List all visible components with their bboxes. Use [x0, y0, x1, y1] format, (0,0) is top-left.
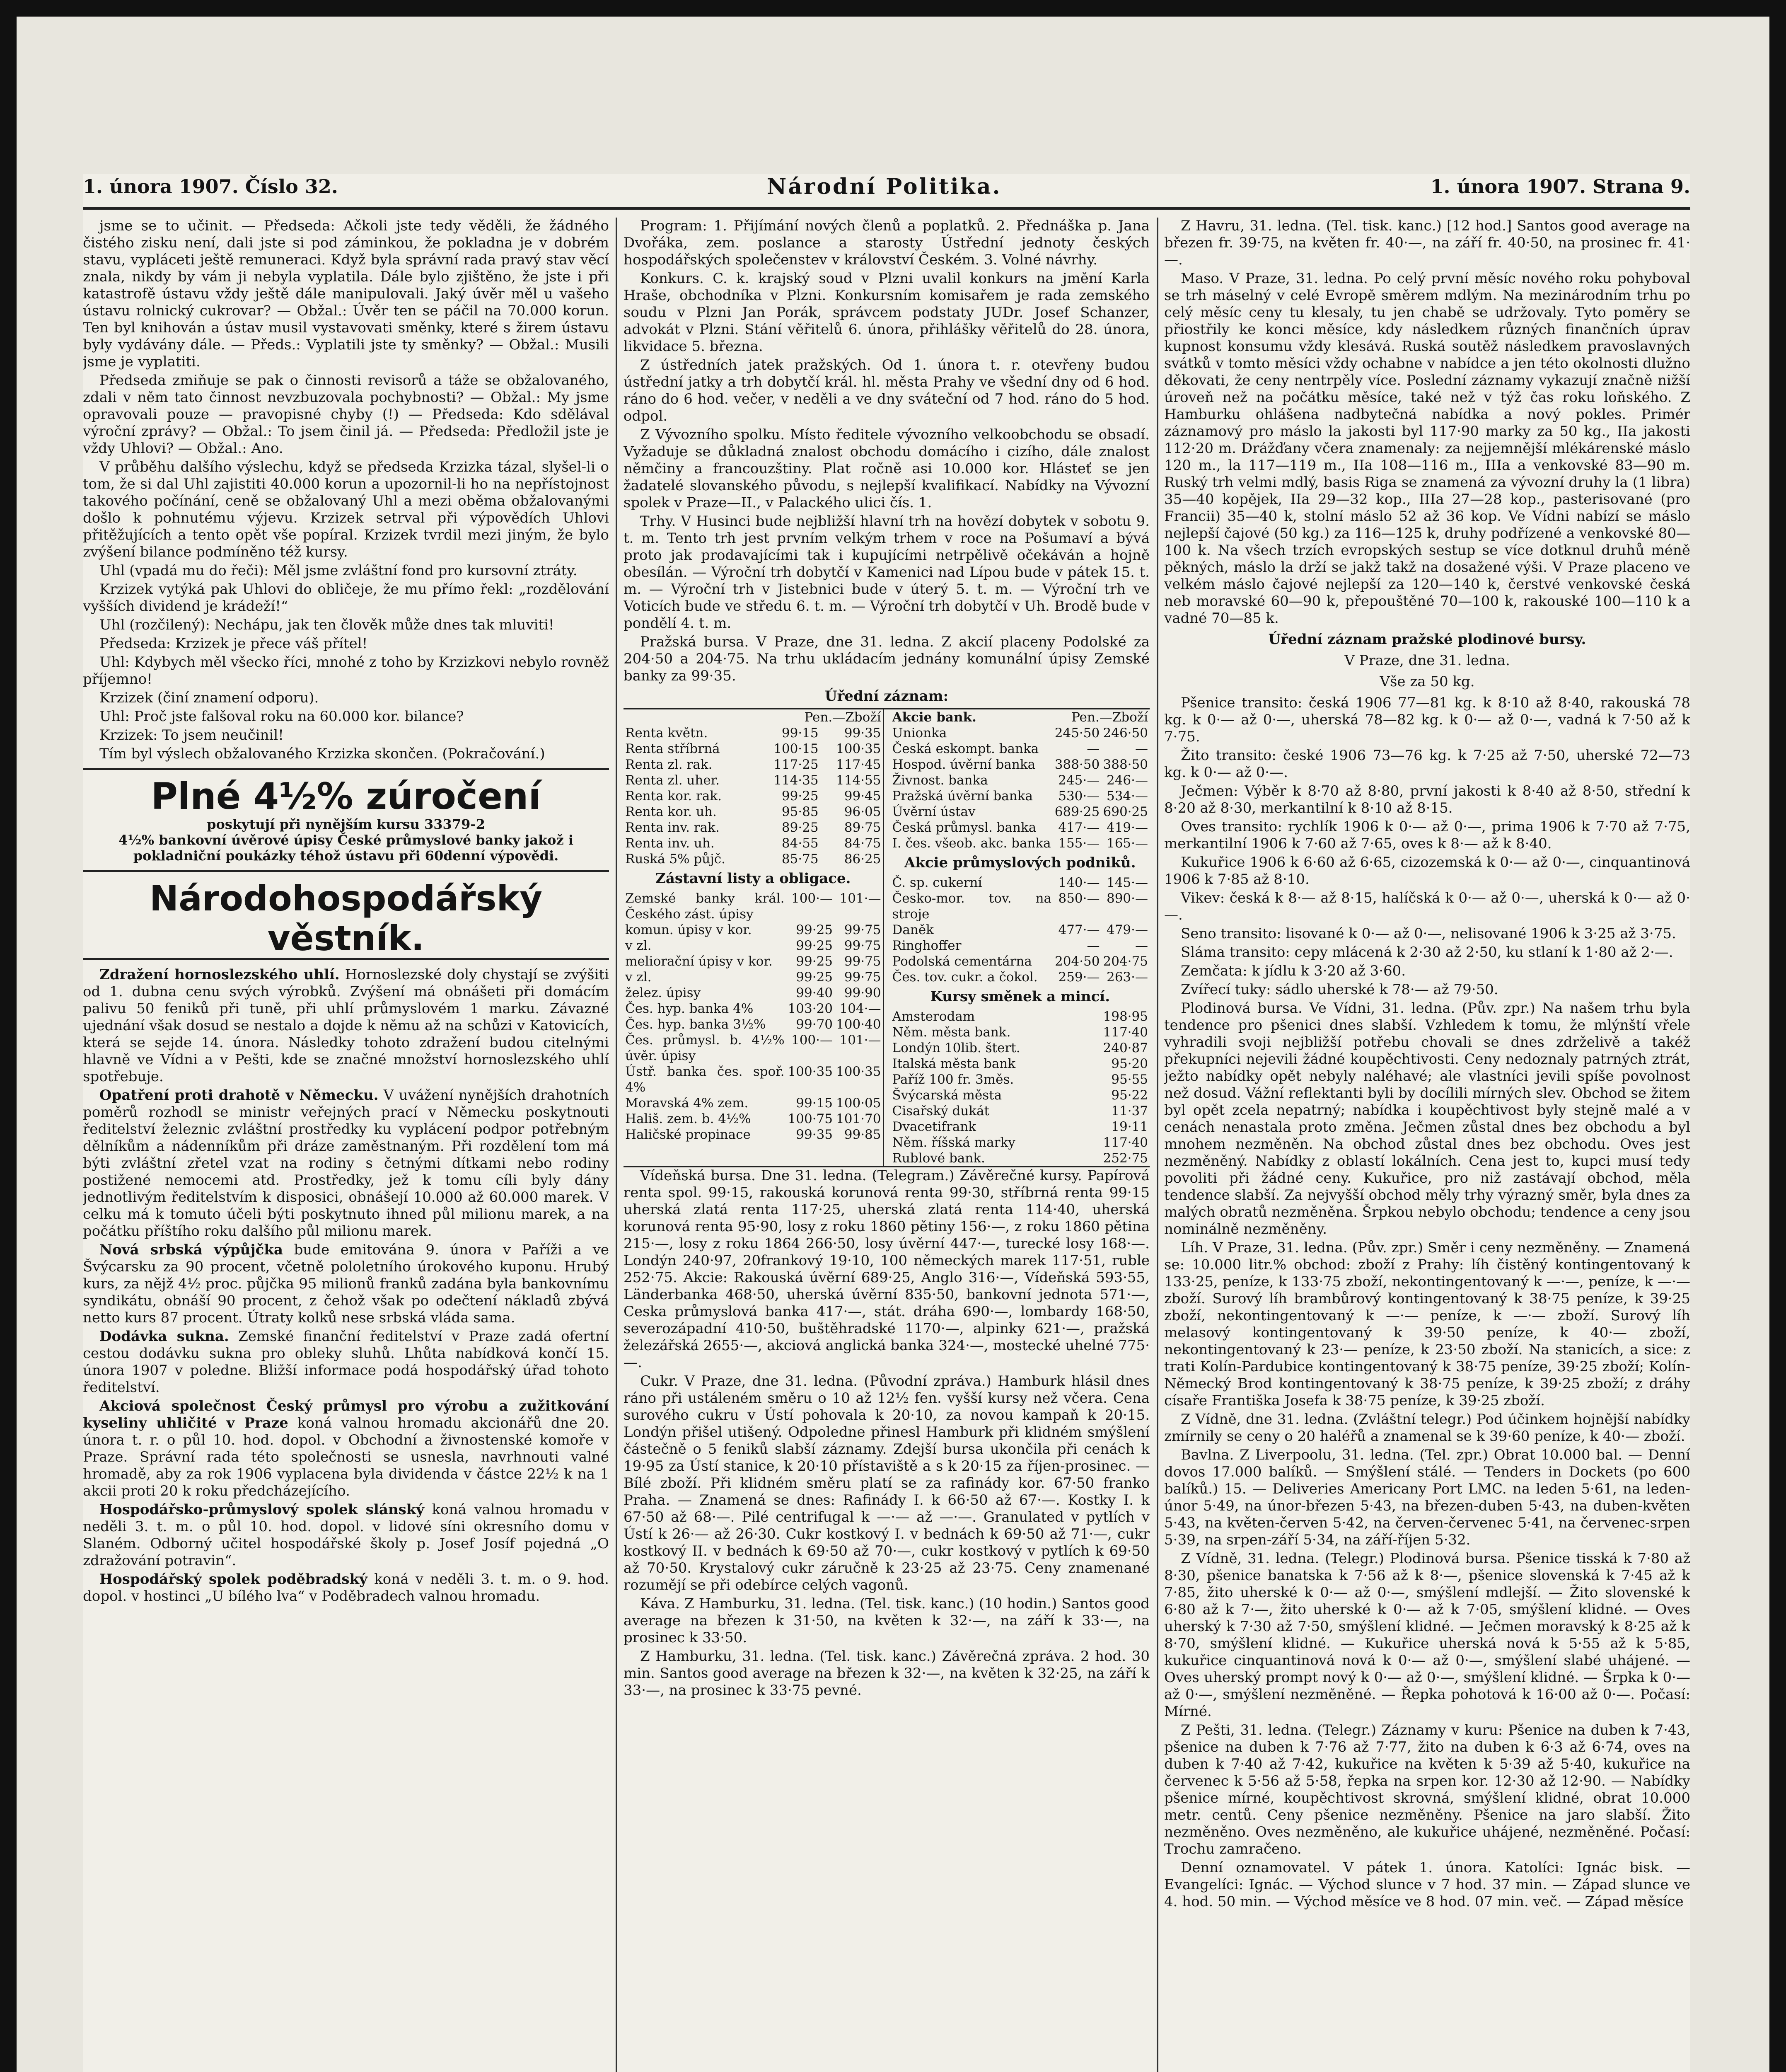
row-value: 198·95: [1103, 1009, 1148, 1024]
paragraph: Bavlna. Z Liverpoolu, 31. ledna. (Tel. zpr.) Obrat 10.000 bal. — Denní dovos 17.000 balíků. — Smýšlení stálé. — Tenders in Dockets (po 600 balíků.) 15. — Deliveries Americany Port LMC. na leden 5·61, na leden-únor 5·49, na únor-březen 5·43, na březen-duben 5·43, na duben-květen 5·43, na květen-červen 5·42, na červen-červenec 5·41, na červenec-srpen 5·39, na srpen-září 5·34, na září-říjen 5·32.: [1164, 1447, 1690, 1548]
paragraph: Trhy. V Husinci bude nejbližší hlavní trh na hovězí dobytek v sobotu 9. t. m. Tento trh jest prvním velkým trhem v roce na Pošumaví a bývá proto jak prodavajícími tak i kupujícími netrpělivě očekáván a hojně obesílán. — Výroční trh dobytčí v Kamenici nad Lípou bude v pátek 15. t. m. — Výroční trh v Jistebnici bude v úterý 5. t. m. — Výroční trh ve Voticích bude ve středu 6. t. m. — Výroční trh dobytčí v Uh. Brodě bude v pondělí 4. t. m.: [624, 513, 1150, 632]
row-label: Ringhoffer: [892, 938, 962, 953]
table-heading: Zástavní listy a obligace.: [655, 870, 851, 887]
row-label: meliorační úpisy v kor.: [625, 954, 773, 969]
row-value: 246·—: [1106, 773, 1148, 788]
paragraph: Káva. Z Hamburku, 31. ledna. (Tel. tisk. kanc.) (10 hodin.) Santos good average na březen k 31·50, na květen k 32·—, na září k 33·—, na prosinec k 33·50.: [624, 1595, 1150, 1646]
kurs-rows: [624, 725, 883, 867]
paragraph: Z Pešti, 31. ledna. (Telegr.) Záznamy v kuru: Pšenice na duben k 7·43, pšenice na duben k 7·76 až 7·77, žito na duben k 6·3 až 6·74, oves na duben k 7·40 až 7·42, kukuřice na květen k 5·39 až 5·40, kukuřice na červenec k 5·56 až 5·58, řepka na srpen kor. 12·30 až 12·90. — Nabídky pšenice mírné, koupěchtivost skrovná, smýšlení klidné, obrat 10.000 metr. centů. Ceny pšenice nezměněny. Pšenice na jaro slabší. Žito nezměněno. Oves nezměněno, ale kukuřice uhájené, nezměněné. Počasí: Trochu zamračeno.: [1164, 1722, 1690, 1857]
row-value: 99·45: [844, 789, 881, 804]
paragraph: Vídeňská bursa. Dne 31. ledna. (Telegram.) Závěrečné kursy. Papírová renta spol. 99·15, rakouská korunová renta 99·30, stříbrná renta 99·15 uherská zlatá renta 117·25, uherská zlatá renta 114·40, uherská korunová renta 95·90, losy z roku 1860 pětiny 156·—, z roku 1860 pětina 215·—, losy z roku 1864 266·50, losy úvěrní 447·—, turecké losy 168·—. Londýn 240·97, 20frankový 19·10, 100 německých marek 117·51, ruble 252·75. Akcie: Rakouská úvěrní 689·25, Anglo 316·—, Vídeňská 593·55, Länderbanka 468·50, uherská úvěrní 835·50, bankovní jednota 571·—, Ceska průmyslová banka 417·—, stát. dráha 690·—, lombardy 168·50, severozápadní 410·50, buštěhradské 1170·—, alpinky 621·—, pražská železářská 2655·—, akciová anglická banka 324·—, mostecké uhelné 775·—.: [624, 1167, 1150, 1371]
row-label: Renta zl. uher.: [625, 773, 720, 788]
paragraph: Vikev: česká k 8·— až 8·15, halíčská k 0·— až 0·—, uherská k 0·— až 0·—.: [1164, 890, 1690, 923]
row-value: 690·25: [1103, 804, 1148, 819]
paragraph: Uhl (vpadá mu do řeči): Měl jsme zvláštní fond pro kursovní ztráty.: [99, 562, 578, 579]
paragraph: Z ústředních jatek pražských. Od 1. února t. r. otevřeny budou ústřední jatky a trh dobytčí král. hl. města Prahy ve všední dny od 6 hod. ráno do 6 hod. večer, v neděli a ve dny sváteční od 7 hod. ráno do 5 hod. odpol.: [624, 357, 1150, 424]
row-label: Renta kor. rak.: [625, 789, 722, 804]
paragraph: Pražská bursa. V Praze, dne 31. ledna. Z akcií placeny Podolské za 204·50 a 204·75. Na trhu ukládacím jednány komunální úpisy Zemské banky za 99·35.: [624, 634, 1150, 684]
paragraph: Uhl: Proč jste falšoval roku na 60.000 kor. bilance?: [99, 708, 464, 725]
paragraph: Z Vídně, dne 31. ledna. (Zvláštní telegr.) Pod účinkem hojnější nabídky zmírnily se ceny o 20 haléřů a znamenal se k 39·60 peníze, k 40·— zboží.: [1164, 1411, 1690, 1445]
table-row: [891, 757, 1150, 772]
row-value: 417·—: [1058, 820, 1100, 835]
header-date-left: 1. února 1907. Číslo 32.: [83, 175, 338, 198]
row-label: Pražská úvěrní banka: [892, 789, 1033, 804]
kurs-rows: [891, 725, 1150, 851]
row-value: 246·50: [1103, 726, 1148, 741]
row-value: 117·40: [1103, 1135, 1148, 1150]
row-value: 100·15: [773, 741, 819, 756]
kurs-table: [624, 709, 883, 867]
paragraph: Žito transito: české 1906 73—76 kg. k 7·25 až 7·50, uherské 72—73 kg. k 0·— až 0·—.: [1164, 747, 1690, 781]
row-value: 155·—: [1058, 836, 1100, 851]
ad-line: 4½% bankovní úvěrové úpisy České průmyslové banky jakož i pokladniční poukázky téhož ústavu při 60denní výpovědi.: [118, 832, 573, 864]
article-title: Akciová společnost Český průmysl pro výrobu a zužitkování kyseliny uhličité v Praze: [83, 1398, 609, 1431]
table-row: [891, 788, 1150, 804]
row-label: Čes. tov. cukr. a čokol.: [892, 970, 1038, 985]
row-label: Paříž 100 fr. 3měs.: [892, 1072, 1014, 1087]
row-value: —: [1135, 938, 1148, 953]
row-label: Renta inv. uh.: [625, 836, 715, 851]
article-text: Hornoslezské doly chystají se zvýšiti od 1. dubna cenu svých výrobků. Zvýšení má obnášeti při domácím palivu 50 feniků při tuně, při uhlí průmyslovém 1 marku. Závazné ujednání však dosud se nestalo a dojde k němu až na schůzi v Katovicích, která se sejde 14. února. Následky tohoto zdražení budou citelnými hlavně ve Vídni a v Pešti, kde se značné množství hornoslezského uhlí spotřebuje.: [83, 966, 609, 1085]
row-label: v zl.: [625, 970, 652, 985]
paragraph: Z Vývozního spolku. Místo ředitele vývozního velkoobchodu se obsadí. Vyžaduje se důkladná znalost obchodu domácího i cizího, dále znalost němčiny a francouzštiny. Plat ročně asi 10.000 kor. Hlásteť se jen žadatelé slovanského původu, s nejlepší kvalifikací. Nabídky na Vývozní spolek v Praze—II., v Palackého ulici čís. 1.: [624, 426, 1150, 511]
row-value: 100·35: [788, 1064, 833, 1079]
table-row: [891, 875, 1150, 891]
paragraph: Zemčata: k jídlu k 3·20 až 3·60.: [1181, 963, 1406, 979]
article: [83, 1501, 609, 1569]
row-value: 388·50: [1054, 757, 1100, 772]
table-row: [891, 1087, 1150, 1103]
kurs-tables: [624, 708, 1150, 1167]
row-value: 95·55: [1111, 1072, 1148, 1087]
table-row: [624, 820, 883, 835]
ad-title: Plné 4½% zúročení: [151, 775, 541, 818]
table-row: [891, 1056, 1150, 1072]
row-value: 86·25: [844, 852, 881, 867]
row-label: Renta inv. rak.: [625, 820, 720, 835]
row-value: 240·87: [1103, 1041, 1148, 1055]
row-value: —: [1135, 741, 1148, 756]
row-value: 100·—: [791, 891, 833, 906]
table-row: [891, 954, 1150, 969]
row-label: komun. úpisy v kor.: [625, 922, 752, 937]
row-value: 534·—: [1106, 789, 1148, 804]
row-label: Ústř. banka čes. spoř. 4%: [625, 1064, 785, 1095]
table-heading: Akcie průmyslových podniků.: [904, 854, 1136, 871]
scan-border-left: [0, 0, 17, 2072]
paragraph: Z Havru, 31. ledna. (Tel. tisk. kanc.) [12 hod.] Santos good average na březen fr. 39·75, na květen fr. 40·—, na září fr. 40·50, na prosinec fr. 41·—.: [1164, 218, 1690, 268]
table-row: [891, 725, 1150, 741]
paragraph: Kukuřice 1906 k 6·60 až 6·65, cizozemská k 0·— až 0·—, cinquantinová 1906 k 7·85 až 8·10.: [1164, 854, 1690, 888]
table-row: [624, 938, 883, 954]
paragraph: Krzizek vytýká pak Uhlovi do obličeje, že mu přímo řekl: „rozdělování vyšších dividend je krádeží!“: [83, 581, 609, 615]
row-value: 850·—: [1058, 891, 1100, 906]
row-value: 99·25: [781, 789, 819, 804]
paragraph: jsme se to učinit. — Předseda: Ačkoli jste tedy věděli, že žádného čistého zisku není, dali jste si pod záminkou, že pokladna je v dobrém stavu, vypláceti ještě remuneraci. Když byla správní rada pravý stav věcí znala, nikdy by vám ji nebyla vyplatila. Dále bylo zjištěno, že jste i při katastrofě ústavu vždy ještě dále manipulovali. Jaký úvěr měl u vašeho ústavu rolnický cukrovar? — Obžal.: Úvěr ten se páčil na 70.000 korun. Ten byl knihován a ústav musil vystavovati směnky, které s žirem ústavu byly vydávány dále. — Předs.: Vyplatili jste ty směnky? — Obžal.: Musili jsme je vyplatiti.: [83, 218, 609, 370]
kurs-rows: [891, 875, 1150, 985]
row-label: Něm. města bank.: [892, 1025, 1011, 1040]
article-text: V uvážení nynějších drahotních poměrů rozhodl se ministr veřejných prací v Německu poskytnouti ředitelství železnic zvláštní prostředky ku vyplácení podpor potřebným dělníkům a nádenníkům při dráze zaměstnaným. Při rozdělení tom má býti zvláštní zřetel vzat na rodiny s četnými dítkami nebo rodiny postižené nemocemi atd. Prostředky, jež k tomu cíli byly dány jednotlivým ředitelstvím k disposici, obnášejí 10.000 až 60.000 marek. V celku má k tomuto účeli býti poskytnuto ihned půl milionu marek, a na počátku příštího roku dalšího půl milionu marek.: [83, 1087, 609, 1239]
row-value: 101·—: [839, 891, 881, 906]
unit-note: Vše za 50 kg.: [1380, 673, 1475, 690]
table-row: [624, 891, 883, 922]
table-row: [891, 772, 1150, 788]
row-value: 100·—: [791, 1033, 833, 1048]
row-value: 100·05: [836, 1096, 881, 1111]
row-value: 388·50: [1103, 757, 1148, 772]
row-value: 101·70: [836, 1111, 881, 1126]
row-value: 99·25: [796, 938, 833, 953]
kurs-table: [624, 891, 883, 1143]
row-value: 89·25: [781, 820, 819, 835]
ad-line: poskytují při nynějším kursu 33379-2: [207, 816, 485, 832]
table-row: [624, 851, 883, 867]
row-value: 95·22: [1111, 1088, 1148, 1103]
paragraph: Z Hamburku, 31. ledna. (Tel. tisk. kanc.) Závěrečná zpráva. 2 hod. 30 min. Santos good average na březen k 32·—, na květen k 32·25, na září k 33·—, na prosinec k 33·75 pevné.: [624, 1648, 1150, 1699]
row-value: 100·40: [836, 1017, 881, 1032]
row-label: Úvěrní ústav: [892, 804, 976, 819]
table-row: [891, 1103, 1150, 1119]
row-value: 99·25: [796, 954, 833, 969]
row-label: Londýn 10lib. štert.: [892, 1041, 1020, 1055]
row-value: 99·75: [844, 938, 881, 953]
newspaper-page: [83, 174, 1690, 2072]
table-header: [624, 709, 883, 725]
row-label: Italská města bank: [892, 1056, 1016, 1071]
column-2: [624, 218, 1150, 2072]
table-row: [891, 1072, 1150, 1087]
row-value: 245·—: [1058, 773, 1100, 788]
row-value: 99·40: [796, 985, 833, 1000]
row-value: 99·25: [796, 970, 833, 985]
row-value: 99·35: [796, 1127, 833, 1142]
table-row: [624, 969, 883, 985]
article-title: Dodávka sukna.: [99, 1328, 229, 1345]
row-value: 100·75: [788, 1111, 833, 1126]
paragraph: Krzizek: To jsem neučinil!: [99, 727, 284, 743]
row-label: Č. sp. cukerní: [892, 875, 982, 890]
row-value: 99·25: [796, 922, 833, 937]
article-title: Zdražení hornoslezského uhlí.: [99, 966, 340, 983]
row-label: Haličské propinace: [625, 1127, 751, 1142]
row-value: 259·—: [1058, 970, 1100, 985]
row-label: Daněk: [892, 922, 934, 937]
table-row: [624, 835, 883, 851]
row-value: 95·20: [1111, 1056, 1148, 1071]
row-value: 99·90: [844, 985, 881, 1000]
paragraph: Zvířecí tuky: sádlo uherské k 78·— až 79·50.: [1181, 981, 1498, 998]
row-value: 117·45: [836, 757, 881, 772]
row-label: Česko-mor. tov. na stroje: [892, 891, 1052, 922]
newspaper-title: Národní Politika.: [766, 174, 1002, 199]
row-value: —: [1087, 741, 1100, 756]
table-row: [624, 922, 883, 938]
row-label: želez. úpisy: [625, 985, 701, 1000]
row-value: 263·—: [1106, 970, 1148, 985]
header-cell: Akcie bank.: [892, 710, 976, 725]
row-value: 145·—: [1106, 875, 1148, 890]
table-row: [891, 1119, 1150, 1135]
article-text: koná valnou hromadu v neděli 3. t. m. o půl 10. hod. dopol. v lidové síni okresního domu v Slaném. Odborný učitel hospodářské školy p. Josef Josíf pojedná „O zdražování potravin“.: [83, 1501, 609, 1569]
row-value: 99·15: [796, 1096, 833, 1111]
row-label: Cisařský dukát: [892, 1104, 989, 1118]
paragraph: Seno transito: lisované k 0·— až 0·—, nelisované 1906 k 3·25 až 3·75.: [1181, 925, 1676, 942]
table-row: [891, 1150, 1150, 1166]
table-header: [891, 709, 1150, 725]
table-row: [624, 772, 883, 788]
kurs-left: [624, 709, 884, 1166]
paragraph: Krzizek (činí znamení odporu).: [99, 690, 319, 706]
row-label: Ruská 5% půjč.: [625, 852, 726, 867]
row-value: 99·85: [844, 1127, 881, 1142]
kurs-right: [891, 709, 1150, 1166]
paragraph: Předseda zmiňuje se pak o činnosti revisorů a táže se obžalovaného, zdali v něm tato činnost nevzbuzovala pochybnosti? — Obžal.: My jsme opravovali pouze — pravopisné chyby (!) — Předseda: Kdo sdělával výroční zprávy? — Obžal.: To jsem činil já. — Předseda: Předložil jste je vždy Uhlovi? — Obžal.: Ano.: [83, 372, 609, 457]
table-row: [624, 1095, 883, 1111]
article: [83, 1087, 609, 1240]
row-value: 99·75: [844, 970, 881, 985]
row-label: Čes. průmysl. b. 4½% úvěr. úpisy: [625, 1033, 785, 1063]
row-value: 99·75: [844, 954, 881, 969]
row-value: 84·55: [781, 836, 819, 851]
row-label: Čes. hyp. banka 3½%: [625, 1017, 766, 1032]
paragraph: Uhl (rozčilený): Nechápu, jak ten člověk může dnes tak mluviti!: [99, 617, 554, 633]
row-value: 140·—: [1058, 875, 1100, 890]
table-row: [891, 891, 1150, 922]
table-row: [891, 741, 1150, 757]
article-text: Zemské finanční ředitelství v Praze zadá ofertní cestou dodávku sukna pro obleky sluhů. Lhůta nabídková končí 15. února 1907 v poledne. Bližší informace podá hospodářský úřad tohoto ředitelství.: [83, 1328, 609, 1396]
row-label: Česká eskompt. banka: [892, 741, 1039, 756]
table-row: [891, 820, 1150, 835]
row-label: Něm. říšská marky: [892, 1135, 1015, 1150]
row-value: 19·11: [1111, 1119, 1148, 1134]
row-value: 96·05: [844, 804, 881, 819]
row-value: 100·35: [836, 741, 881, 756]
row-label: Renta zl. rak.: [625, 757, 713, 772]
row-value: 165·—: [1106, 836, 1148, 851]
paragraph: Ječmen: Výběr k 8·70 až 8·80, první jakosti k 8·40 až 8·50, střední k 8·20 až 8·30, merkantilní k 8·10 až 8·15.: [1164, 783, 1690, 816]
row-value: 101·—: [839, 1033, 881, 1048]
paragraph: Denní oznamovatel. V pátek 1. února. Katolíci: Ignác bisk. — Evangelíci: Ignác. — Východ slunce v 7 hod. 37 min. — Západ slunce ve 4. hod. 50 min. — Východ měsíce ve 8 hod. 07 min. več. — Západ měsíce: [1164, 1859, 1690, 1910]
article-text: koná v neděli 3. t. m. o 9. hod. dopol. v hostinci „U bílého lva“ v Poděbradech valnou hromadu.: [83, 1571, 609, 1605]
paragraph: Sláma transito: cepy mlácená k 2·30 až 2·50, ku stlaní k 1·80 až 2·—.: [1181, 944, 1673, 961]
row-value: 689·25: [1054, 804, 1100, 819]
table-row: [891, 835, 1150, 851]
column-1: [83, 218, 609, 2072]
row-label: Renta květn.: [625, 726, 708, 741]
article-title: Opatření proti drahotě v Německu.: [99, 1087, 379, 1104]
column-3: [1164, 218, 1690, 2072]
article-title: Hospodářsko-průmyslový spolek slánský: [99, 1501, 425, 1518]
header-date-right: 1. února 1907. Strana 9.: [1430, 175, 1690, 198]
row-value: 114·55: [836, 773, 881, 788]
row-value: 479·—: [1106, 922, 1148, 937]
table-row: [624, 1001, 883, 1017]
paragraph: Tím byl výslech obžalovaného Krzizka skončen. (Pokračování.): [99, 746, 545, 762]
table-row: [891, 1040, 1150, 1056]
row-value: 99·35: [844, 726, 881, 741]
section-title: Národohospodářský věstník.: [83, 879, 609, 960]
row-value: 89·75: [844, 820, 881, 835]
row-value: 477·—: [1058, 922, 1100, 937]
table-row: [624, 1111, 883, 1127]
article-title: Nová srbská výpůjčka: [99, 1242, 283, 1258]
table-row: [624, 985, 883, 1001]
row-value: 99·15: [781, 726, 819, 741]
row-value: 117·25: [773, 757, 819, 772]
row-value: 530·—: [1058, 789, 1100, 804]
row-label: Moravská 4% zem.: [625, 1096, 749, 1111]
header-cell: Pen.—Zboží: [1071, 710, 1148, 725]
kurs-rows: [624, 891, 883, 1143]
paragraph: Konkurs. C. k. krajský soud v Plzni uvalil konkurs na jmění Karla Hraše, obchodníka v Plzni. Konkursním komisařem je rada zemského soudu v Plzni Jan Porák, správcem podstaty JUDr. Josef Schanzer, advokát v Plzni. Stání věřitelů 6. února, přihlášky věřitelů do 28. února, likvidace 5. března.: [624, 270, 1150, 355]
table-row: [891, 1135, 1150, 1150]
header-rule: [83, 207, 1690, 210]
article-text: koná valnou hromadu akcionářů dne 20. února t. r. o půl 10. hod. dopol. v Obchodní a živnostenské komoře v Praze. Správní rada této společnosti se usnesla, navrhnouti valné hromadě, aby za rok 1906 vyplacena byla dividenda v částce 22½ k na 1 akcii proti 20 k roku předcházejícího.: [83, 1415, 609, 1499]
table-row: [891, 1024, 1150, 1040]
paragraph: Uhl: Kdybych měl všecko říci, mnohé z toho by Krzizkovi nebylo rovněž příjemno!: [83, 654, 609, 687]
row-value: 103·20: [788, 1001, 833, 1016]
row-label: Unionka: [892, 726, 947, 741]
table-row: [624, 757, 883, 772]
table-row: [891, 969, 1150, 985]
scan-border-right: [1769, 0, 1786, 2072]
row-value: 84·75: [844, 836, 881, 851]
scan-border-top: [0, 0, 1786, 17]
paragraph: Předseda: Krzizek je přece váš přítel!: [99, 635, 368, 652]
row-label: Dvacetifrank: [892, 1119, 976, 1134]
row-value: 252·75: [1103, 1151, 1148, 1166]
row-label: Živnost. banka: [892, 773, 988, 788]
kurs-table: [891, 709, 1150, 851]
row-label: Zemské banky král. Českého zást. úpisy: [625, 891, 785, 922]
article-text: bude emitována 9. února v Paříži a ve Švýcarsku za 90 procent, včetně pololetního úrokového kuponu. Hrubý kurs, za nějž 4½ proc. půjčka 95 milionů franků zadána byla bankovnímu syndikátu, obnáší 90 procent, z čehož však po odečtení nákladů zbývá netto kurs 87 procent. Útraty kolků nese srbská vláda sama.: [83, 1242, 609, 1326]
row-value: 95·85: [781, 804, 819, 819]
table-heading: Kursy směnek a mincí.: [930, 988, 1110, 1005]
table-row: [891, 804, 1150, 820]
table-row: [891, 922, 1150, 938]
table-row: [624, 725, 883, 741]
article: [83, 966, 609, 1085]
row-label: Amsterodam: [892, 1009, 975, 1024]
paragraph: V průběhu dalšího výslechu, když se předseda Krzizka tázal, slyšel-li o tom, že si dal Uhl zajistiti 40.000 korun a upozornil-li ho na nepřístojnost takového počínání, ceně se obžalovaný Uhl a mezi oběma obžalovanými došlo k pohnutému výjevu. Krzizek setrval při výpovědích Uhlovi přitěžujících a tento opět vše popíral. Krzizek tvrdil mezi jiným, že bylo zvýšení bilance podmíněno též kursy.: [83, 459, 609, 560]
article: [83, 1571, 609, 1605]
row-label: Podolská cementárna: [892, 954, 1032, 969]
table-row: [624, 1017, 883, 1032]
row-value: 85·75: [781, 852, 819, 867]
row-value: —: [1087, 938, 1100, 953]
kurs-rows: [891, 1009, 1150, 1166]
column-divider: [616, 218, 617, 2072]
article-title: Hospodářský spolek poděbradský: [99, 1571, 367, 1588]
paragraph: Líh. V Praze, 31. ledna. (Pův. zpr.) Směr i ceny nezměněny. — Znamená se: 10.000 litr.% obchod: zboží z Prahy: líh čistěný kontingentovaný k 133·25, peníze, k 133·75 zboží, nekontingentovaný k —·—, peníze, k —·— zboží. Surový líh brambůrový kontingentovaný k 38·75 peníze, k 39·25 zboží, nekontingentovaný k —·— peníze, k —·— zboží. Surový líh melasový kontingentovaný k 39·50 peníze, k 40·— zboží, nekontingentovaný k 23·— peníze, k 23·50 zboží. Na stanicích, a sice: z trati Kolín-Pardubice kontingentovaný k 38·75 peníze, 39·25 zboží; Kolín-Německý Brod kontingentovaný k 38·75 peníze, k 39·25 zboží; z dráhy císaře Františka Josefa k 38·75 peníze, k 39·25 zboží.: [1164, 1239, 1690, 1409]
row-value: 245·50: [1054, 726, 1100, 741]
table-row: [624, 741, 883, 757]
section-subheading: V Praze, dne 31. ledna.: [1344, 652, 1510, 669]
kurs-heading: Úřední záznam:: [824, 688, 949, 704]
row-label: Renta stříbrná: [625, 741, 720, 756]
page-header: [83, 174, 1690, 199]
section-heading: Úřední záznam pražské plodinové bursy.: [1268, 631, 1586, 648]
row-label: Čes. hyp. banka 4%: [625, 1001, 754, 1016]
header-cell: Pen.—Zboží: [804, 710, 881, 725]
row-value: 99·70: [796, 1017, 833, 1032]
row-value: 99·75: [844, 922, 881, 937]
paragraph: Program: 1. Přijímání nových členů a poplatků. 2. Přednáška p. Jana Dvořáka, zem. poslance a starosty Ústřední jednoty českých hospodářských společenstev v království Českém. 3. Volné návrhy.: [624, 218, 1150, 268]
row-value: 117·40: [1103, 1025, 1148, 1040]
paragraph: Z Vídně, 31. ledna. (Telegr.) Plodinová bursa. Pšenice tisská k 7·80 až 8·30, pšenice banatska k 7·56 až k 8·—, pšenice slovenská k 7·45 až k 7·85, žito uherské k 0·— až 0·—, smýšlení mdlejší. — Žito slovenské k 6·80 až k 7·—, žito uherské k 0·— až k 7·05, smýšlení klidné. — Oves uherský k 7·30 až 7·50, smýšlení klidné. — Ječmen moravský k 8·25 až k 8·70, smýšlení klidné. — Kukuřice uherská nová k 5·55 až k 5·85, kukuřice cinquantinová nová k 0·— až 0·—, smýšlení slabé uhájené. — Oves uherský prompt nový k 0·— až 0·—, smýšlení klidné. — Šrpka k 0·— až 0·—, smýšlení nezměněné. — Řepka pohotová k 16·00 až 0·—. Počasí: Mírné.: [1164, 1550, 1690, 1720]
row-label: v zl.: [625, 938, 652, 953]
row-label: Hospod. úvěrní banka: [892, 757, 1036, 772]
header-cell: [624, 709, 758, 725]
article: [83, 1398, 609, 1500]
table-row: [624, 954, 883, 969]
paragraph: Maso. V Praze, 31. ledna. Po celý první měsíc nového roku pohyboval se trh máselný v celé Evropě směrem mdlým. Na mezinárodním trhu po celý měsíc ceny tu klesaly, tu jen chabě se udržovaly. Tyto poměry se přiostřily ke konci měsíce, kdy následkem různých finančních úprav kupnost konsumu vždy klesává. Ruská soutěž následkem pravoslavných svátků v tomto měsíci vždy ochabne v nabídce a jen této okolnosti dlužno děkovati, že ceny nentrpěly více. Poslední záznamy vykazují značně nižší úroveň než na počátku měsíce, také než v týž čas roku loňského. Z Hamburku ohlášena nadbytečná nabídka a nový pokles. Primér záznamový pro máslo la jakosti byl 117·90 marky za 50 kg., IIa jakosti 112·20 m. Drážďany včera znamenaly: za nejjemnější mlékárenské máslo 120 m., la 117—119 m., IIa 108—116 m., IIIa a venkovské 83—90 m. Ruský trh velmi mdlý, basis Riga se znamená za vývozní druhy la (1 libra) 35—40 kopějek, IIa 29—32 kop., IIIa 27—28 kop., pasterisované (pro Francii) 35—40 k, stolní máslo 52 až 36 kop. Ve Vídni nabízí se máslo nejlepší čajové (50 kg.) za 116—125 k, druhy podřízené a venkovské 80—100 k. Na všech trzích evropských sestup se více dotknul druhů méně pěkných, máslo la drží se jakž takž na dosažené výši. V Praze placeno ve velkém máslo čajové nejlepší za 120—140 k, čerstvé venkovské česká neb moravské 60—90 k, přepouštěné 70—100 k, rakouské 100—110 k a vadné 70—85 k.: [1164, 270, 1690, 627]
article: [83, 1328, 609, 1396]
row-value: 204·75: [1103, 954, 1148, 969]
row-label: Švýcarská města: [892, 1088, 1002, 1103]
row-label: Hališ. zem. b. 4½%: [625, 1111, 751, 1126]
row-value: 890·—: [1106, 891, 1148, 906]
kurs-table: [891, 1009, 1150, 1166]
kurs-table: [891, 875, 1150, 985]
table-row: [624, 804, 883, 820]
row-label: Rublové bank.: [892, 1151, 985, 1166]
table-row: [624, 1032, 883, 1064]
row-value: 114·35: [773, 773, 819, 788]
row-value: 11·37: [1111, 1104, 1148, 1118]
table-row: [624, 788, 883, 804]
paragraph: Pšenice transito: česká 1906 77—81 kg. k 8·10 až 8·40, rakouská 78 kg. k 0·— až 0·—, uherská 78—82 kg. k 0·— až 0·—, vadná k 7·50 až k 7·75.: [1164, 695, 1690, 745]
row-value: 419·—: [1106, 820, 1148, 835]
article: [83, 1242, 609, 1326]
row-label: Renta kor. uh.: [625, 804, 717, 819]
table-row: [624, 1064, 883, 1095]
column-divider: [1157, 218, 1158, 2072]
row-value: 204·50: [1055, 954, 1100, 969]
paragraph: Oves transito: rychlík 1906 k 0·— až 0·—, prima 1906 k 7·70 až 7·75, merkantilní 1906 k 7·60 až 7·65, oves k 8·— až k 8·40.: [1164, 818, 1690, 852]
row-value: 100·35: [836, 1064, 881, 1079]
paragraph: Cukr. V Praze, dne 31. ledna. (Původní zpráva.) Hamburk hlásil dnes ráno při ustáleném směru o 10 až 12½ fen. vyšší kursy než včera. Cena surového cukru v Ústí pohovala k 20·10, za novou kampaň k 20·15. Londýn přišel utišený. Odpoledne přinesl Hamburk při klidném smýšlení částečně o 5 feniků slabší záznamy. Zdejší bursa ukončila při cenách k 19·95 za Ústí stanice, k 20·10 přístaviště a s k 20·15 za říjen-prosinec. — Bílé zboží. Při klidném směru platí se za rafinády kor. 67·50 franko Praha. — Znamená se dnes: Rafinády I. k 66·50 až 67·—. Kostky I. k 67·50 až 68·—. Pilé centrifugal k —·— až —·—. Granulated v pytlích v Ústí k 26·— až 26·30. Cukr kostkový I. v bednách k 69·50 až 71·—, cukr kostkový II. v bednách k 69·50 až 70·—, cukr kostkový v pytlích k 69·50 až 70·50. Krystalový cukr záručně k 23·25 až 23·75. Ceny znamenané rozumějí se při odebírce celých vagonů.: [624, 1373, 1150, 1593]
table-row: [891, 938, 1150, 954]
row-value: 104·—: [839, 1001, 881, 1016]
table-row: [891, 1009, 1150, 1024]
row-label: I. čes. všeob. akc. banka: [892, 836, 1051, 851]
advertisement: [83, 768, 609, 872]
table-row: [624, 1127, 883, 1143]
paragraph: Plodinová bursa. Ve Vídni, 31. ledna. (Pův. zpr.) Na našem trhu byla tendence pro pšenici dnes slabší. Vzhledem k tomu, že mlýnští vřele vyhradili svoji nejbližší potřebu chovali se dnes zdrželivě a takéž překupníci nejevili žádné koupěchtivosti. Ceny nedoznaly patrných ztrát, ježto nabídky opět nebyly naléhavé; ale vlastníci jevili spíše povolnost než dosud. Vážní reflektanti byli by docílili mírných slev. Obchod se žitem byl opět zcela nepatrný; nabídka i koupěchtivost byly stejně malé a v cenách nenastala proto změna. Ječmen zůstal dnes bez obchodu a byl mnohem nezměněn. Na obchod zůstal dnes bez obchodu. Oves jest nezměněný. Nabídky z oblastí lokálních. Cena jest to, kupci musí tedy povoliti při žádné ceny. Kukuřice, pro niž zastávají obchod, měla tendence slabší. Za nejvyšší obchod měly trhy výrazný směr, byla dnes za malých obratů nezměněna. Šrpkou nebylo obchodu; tendence a ceny jsou nominálně nezměněny.: [1164, 1000, 1690, 1237]
row-label: Česká průmysl. banka: [892, 820, 1037, 835]
